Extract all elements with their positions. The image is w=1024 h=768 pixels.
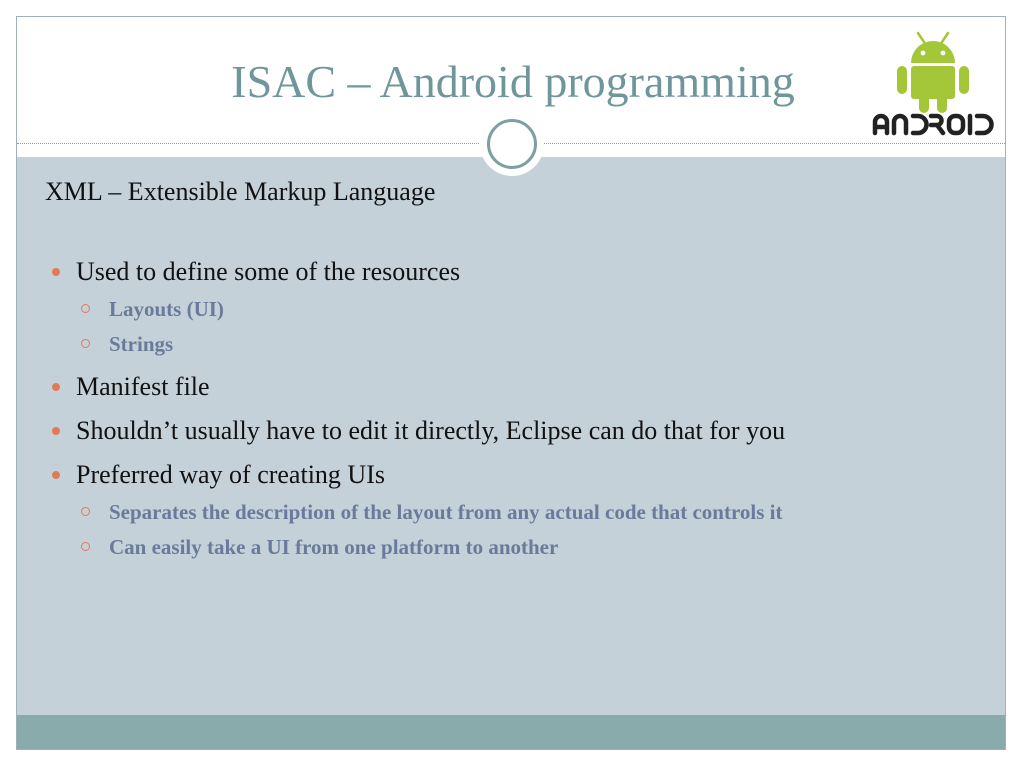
bullet-dot-icon bbox=[52, 471, 60, 479]
sub-bullet-ring-icon bbox=[81, 339, 90, 348]
sub-bullet-item bbox=[76, 498, 985, 526]
sub-bullet-ring-icon bbox=[81, 542, 90, 551]
bullet-text: Shouldn’t usually have to edit it directly, Eclipse can do that for you bbox=[76, 416, 786, 445]
sub-bullet-text: Layouts (UI) bbox=[109, 297, 224, 321]
footer-band bbox=[17, 715, 1005, 750]
sub-bullet-list bbox=[76, 295, 985, 358]
bullet-item bbox=[45, 372, 985, 402]
sub-bullet-ring-icon bbox=[81, 304, 90, 313]
bullet-dot-icon bbox=[52, 427, 60, 435]
circle-ornament-ring bbox=[487, 119, 537, 169]
sub-bullet-text: Can easily take a UI from one platform to another bbox=[109, 535, 559, 559]
slide bbox=[16, 16, 1006, 750]
slide-title: ISAC – Android programming bbox=[231, 56, 795, 107]
bullet-text: Preferred way of creating UIs bbox=[76, 460, 385, 489]
sub-bullet-item bbox=[76, 295, 985, 323]
android-logo bbox=[867, 25, 999, 137]
sub-bullet-ring-icon bbox=[81, 507, 90, 516]
bullet-item bbox=[45, 416, 985, 446]
bullet-dot-icon bbox=[52, 383, 60, 391]
bullet-text: Manifest file bbox=[76, 372, 210, 401]
bullet-dot-icon bbox=[52, 268, 60, 276]
android-robot-icon bbox=[897, 33, 969, 113]
sub-bullet-item bbox=[76, 330, 985, 358]
bullet-text: Used to define some of the resources bbox=[76, 257, 461, 286]
bullet-list bbox=[45, 257, 985, 575]
sub-bullet-item bbox=[76, 533, 985, 561]
slide-subtitle: XML – Extensible Markup Language bbox=[45, 177, 436, 206]
sub-bullet-text: Strings bbox=[109, 332, 174, 356]
sub-bullet-list bbox=[76, 498, 985, 561]
sub-bullet-text: Separates the description of the layout from any actual code that controls it bbox=[109, 500, 783, 524]
bullet-item bbox=[45, 257, 985, 358]
android-wordmark bbox=[875, 116, 992, 133]
bullet-item bbox=[45, 460, 985, 561]
